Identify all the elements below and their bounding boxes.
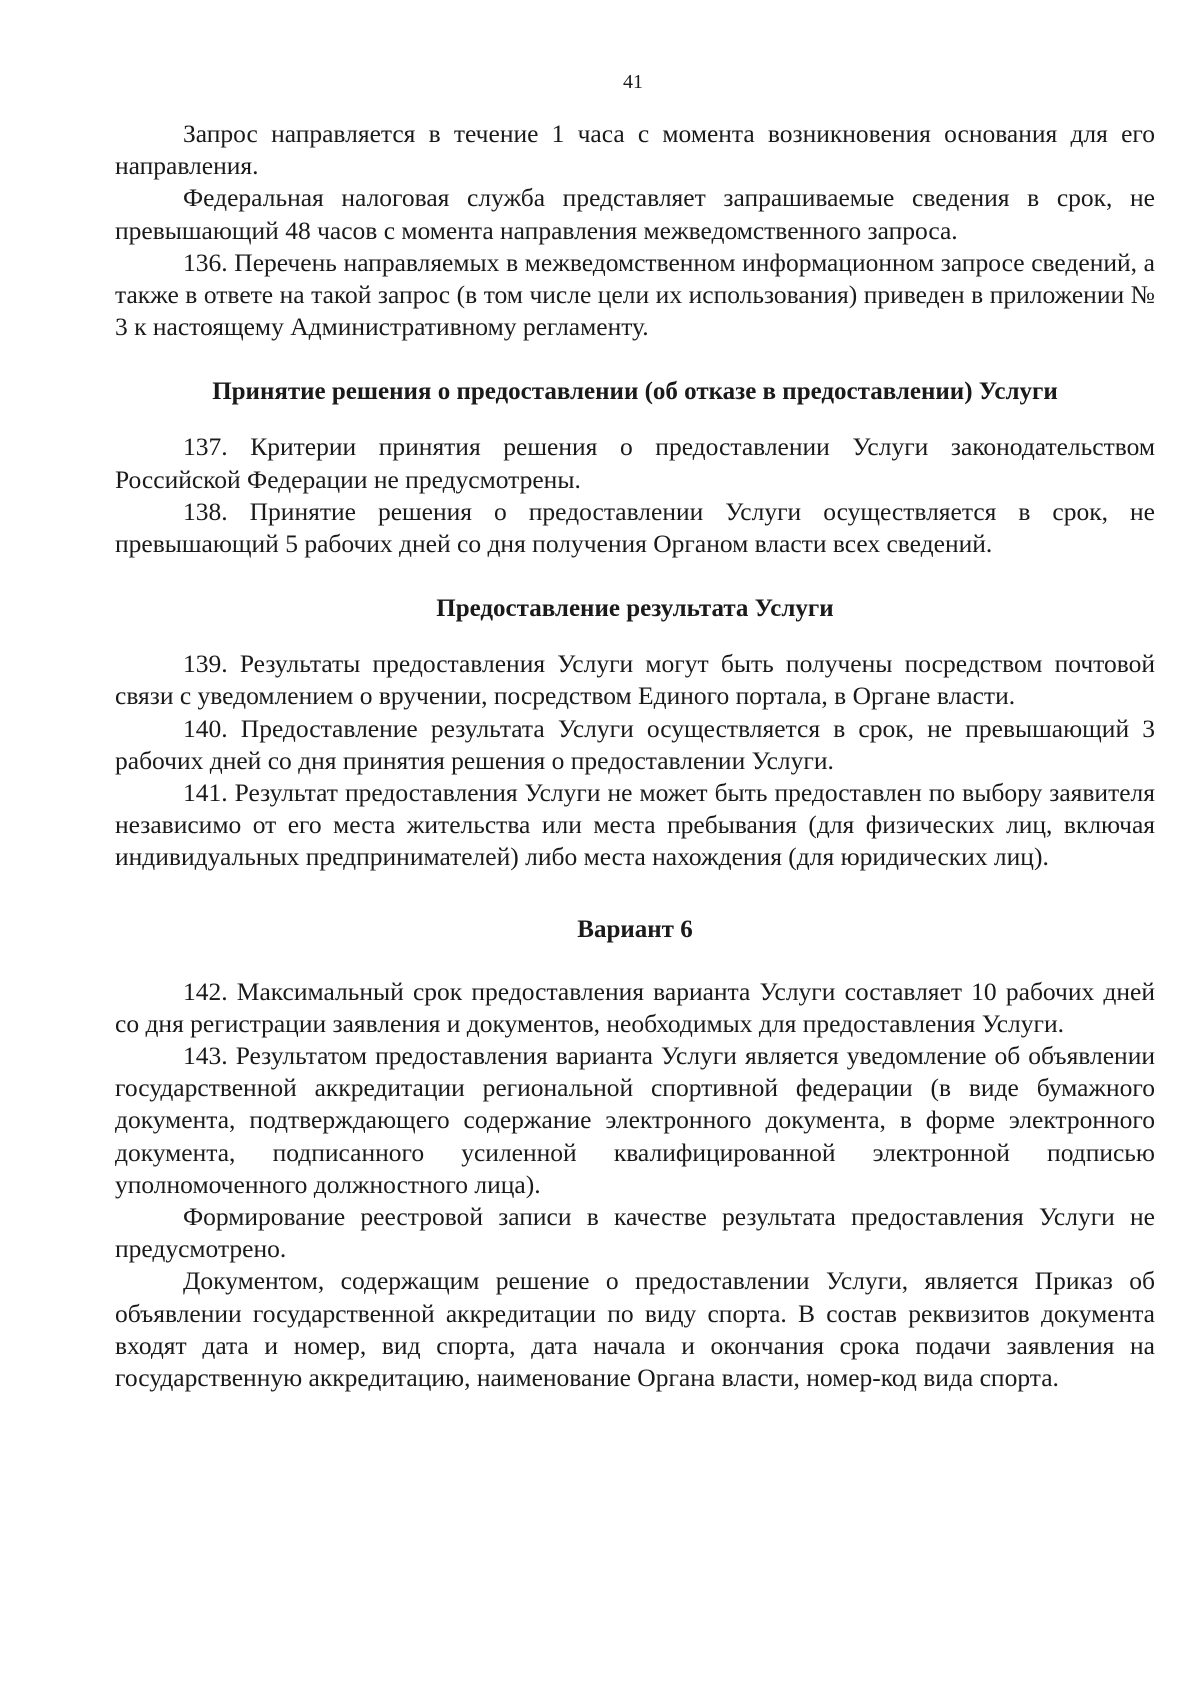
- section-heading-variant-6: Вариант 6: [577, 915, 693, 943]
- paragraph: Формирование реестровой записи в качестве результата предоставления Услуги не предусмотрено.: [115, 1202, 1155, 1264]
- paragraph-143: 143. Результатом предоставления варианта Услуги является уведомление об объявлении государственной аккредитации региональной спортивной федерации (в виде бумажного документа, подтверждающего содержание электронного документа, в форме электронного документа, подписанного усиленной квалифицированной электронной подписью уполномоченного должностного лица).: [115, 1041, 1155, 1199]
- paragraph: Документом, содержащим решение о предоставлении Услуги, является Приказ об объявлении государственной аккредитации по виду спорта. В состав реквизитов документа входят дата и номер, вид спорта, дата начала и окончания срока подачи заявления на государственную аккредитацию, наименование Органа власти, номер-код вида спорта.: [115, 1266, 1155, 1393]
- paragraph-136: 136. Перечень направляемых в межведомственном информационном запросе сведений, а также в ответе на такой запрос (в том числе цели их использования) приведен в приложении № 3 к настоящему Административному регламенту.: [115, 247, 1155, 342]
- paragraph: Запрос направляется в течение 1 часа с момента возникновения основания для его направления.: [115, 119, 1155, 181]
- paragraph-139: 139. Результаты предоставления Услуги могут быть получены посредством почтовой связи с уведомлением о вручении, посредством Единого портала, в Органе власти.: [115, 649, 1155, 711]
- section-heading-result: Предоставление результата Услуги: [436, 595, 834, 623]
- paragraph-138: 138. Принятие решения о предоставлении Услуги осуществляется в срок, не превышающий 5 рабочих дней со дня получения Органом власти всех сведений.: [115, 496, 1155, 559]
- paragraph-142: 142. Максимальный срок предоставления варианта Услуги составляет 10 рабочих дней со дня регистрации заявления и документов, необходимых для предоставления Услуги.: [115, 976, 1155, 1038]
- paragraph-141: 141. Результат предоставления Услуги не может быть предоставлен по выбору заявителя независимо от его места жительства или места пребывания (для физических лиц, включая индивидуальных предпринимателей) либо места нахождения (для юридических лиц).: [115, 778, 1155, 872]
- document-body: [115, 118, 1155, 1394]
- section-heading-decision: Принятие решения о предоставлении (об отказе в предоставлении) Услуги: [212, 378, 1058, 406]
- paragraph-140: 140. Предоставление результата Услуги осуществляется в срок, не превышающий 3 рабочих дней со дня принятия решения о предоставлении Услуги.: [115, 713, 1155, 775]
- paragraph-137: 137. Критерии принятия решения о предоставлении Услуги законодательством Российской Федерации не предусмотрены.: [115, 432, 1155, 494]
- page-number: 41: [623, 71, 643, 93]
- paragraph: Федеральная налоговая служба представляет запрашиваемые сведения в срок, не превышающий 48 часов с момента направления межведомственного запроса.: [115, 183, 1155, 245]
